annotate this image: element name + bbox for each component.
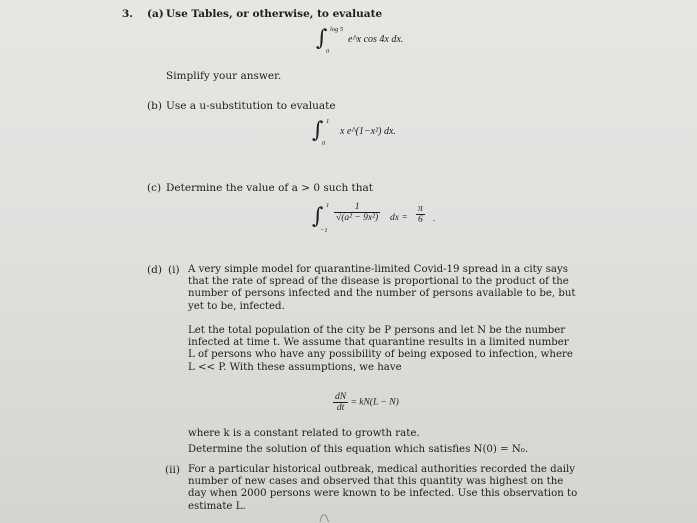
fraction-numerator: 1 [334, 202, 380, 213]
text-line: A very simple model for quarantine-limited Covid-19 spread in a city says [188, 264, 568, 275]
part-d-ii-paragraph [188, 464, 578, 513]
integral-b-integrand: x e^(1−x²) dx. [340, 126, 396, 137]
part-a-simplify: Simplify your answer. [166, 70, 282, 82]
integral-c-dx: dx = [390, 213, 408, 223]
integral-c-period: . [433, 214, 436, 224]
part-c-instruction: Determine the value of a > 0 such that [166, 182, 374, 194]
part-d-i-paragraph-3 [188, 428, 578, 440]
fraction-denominator: √(a² − 9x²) [336, 213, 379, 223]
part-d-i-paragraph-1 [188, 264, 578, 313]
text-line: Determine the solution of this equation which satisfies N(0) = N₀. [188, 444, 529, 455]
text-line: that the rate of spread of the disease is proportional to the product of the [188, 276, 569, 288]
part-a-instruction: Use Tables, or otherwise, to evaluate [166, 8, 383, 20]
integral-sign: ∫ [316, 26, 328, 51]
part-d-i-paragraph-2 [188, 325, 578, 374]
equation-rhs: = kN(L − N) [350, 397, 399, 408]
part-a-label: (a) [147, 8, 164, 20]
pen-mark-decoration [318, 512, 332, 523]
text-line: For a particular historical outbreak, medical authorities recorded the daily [188, 464, 576, 475]
integral-c-result [416, 204, 425, 225]
text-line: where k is a constant related to growth rate. [188, 428, 420, 439]
integral-c-lower-limit: −1 [320, 227, 328, 234]
part-d-ii-label: (ii) [165, 464, 180, 476]
text-line: yet to be, infected. [188, 300, 285, 312]
integral-sign: ∫ [312, 204, 324, 229]
text-line: Let the total population of the city be P persons and let N be the number [188, 325, 566, 336]
text-line: number of new cases and observed that this quantity was highest on the [188, 476, 564, 488]
integral-a-upper-limit: log 5 [330, 26, 344, 33]
part-d-i-label: (i) [168, 264, 180, 276]
text-line: L of persons who have any possibility of being exposed to infection, where [188, 349, 573, 361]
question-number: 3. [122, 8, 133, 20]
result-denominator: 6 [418, 215, 423, 225]
differential-equation [333, 392, 399, 413]
equation-numerator: dN [335, 392, 347, 402]
text-line: number of persons infected and the number of persons available to be, but [188, 288, 576, 300]
text-line: estimate L. [188, 500, 246, 512]
text-line: L << P. With these assumptions, we have [188, 361, 402, 373]
integral-a-integrand: e^x cos 4x dx. [348, 34, 404, 45]
integral-c [312, 200, 442, 234]
text-line: infected at time t. We assume that quarantine results in a limited number [188, 337, 569, 349]
part-c-label: (c) [147, 182, 162, 194]
part-b-instruction: Use a u-substitution to evaluate [166, 100, 336, 112]
integral-b-upper-limit: 1 [326, 118, 330, 125]
part-b-label: (b) [147, 100, 162, 112]
equation-denominator: dt [336, 403, 345, 413]
integral-c-upper-limit: 1 [326, 202, 330, 209]
integral-c-fraction [334, 202, 380, 223]
result-numerator: π [418, 204, 423, 214]
integral-sign: ∫ [312, 118, 324, 143]
integral-a-lower-limit: 0 [326, 48, 330, 55]
part-d-label: (d) [147, 264, 162, 276]
integral-b-lower-limit: 0 [322, 140, 326, 147]
part-d-i-paragraph-4 [188, 444, 578, 456]
text-line: day when 2000 persons were known to be infected. Use this observation to [188, 488, 578, 500]
